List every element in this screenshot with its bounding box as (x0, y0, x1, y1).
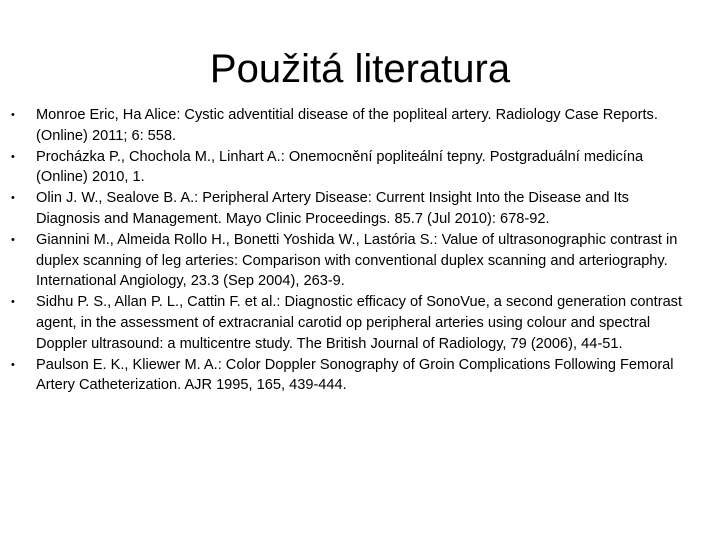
reference-item (0, 105, 720, 147)
reference-item (0, 147, 720, 189)
bullet-icon: • (11, 296, 15, 309)
bullet-icon: • (11, 109, 15, 121)
bullet-icon: • (11, 192, 15, 205)
slide-title: Použitá literatura (209, 47, 511, 91)
reference-text: Giannini M., Almeida Rollo H., Bonetti Yoshida W., Lastória S.: Value of ultrasonographic contrast in duplex scanning of leg arteries: Comparison with conventional duplex scanning and arteriography. International Angiology, 23.3 (Sep 2004), 263-9. (36, 231, 678, 290)
reference-item (0, 188, 720, 230)
bullet-icon: • (11, 150, 15, 163)
reference-text: Sidhu P. S., Allan P. L., Cattin F. et al.: Diagnostic efficacy of SonoVue, a second generation contrast agent, in the assessment of extracranial carotid op peripheral arteries using colour and spectral Doppler ultrasound: a multicentre study. The British Journal of Radiology, 79 (2006), 44-51. (36, 294, 683, 352)
reference-item (0, 355, 720, 397)
reference-text: Paulson E. K., Kliewer M. A.: Color Doppler Sonography of Groin Complications Following Femoral Artery Catheterization. AJR 1995, 165, 439-444. (36, 356, 674, 394)
reference-text: Olin J. W., Sealove B. A.: Peripheral Artery Disease: Current Insight Into the Disease and Its Diagnosis and Management. Mayo Clinic Proceedings. 85.7 (Jul 2010): 678-92. (36, 190, 629, 227)
reference-item (0, 292, 720, 354)
reference-text: Monroe Eric, Ha Alice: Cystic adventitial disease of the popliteal artery. Radiology Case Reports. (Online) 2011; 6: 558. (36, 107, 658, 144)
bullet-icon: • (11, 358, 15, 371)
reference-text: Procházka P., Chochola M., Linhart A.: Onemocnění popliteální tepny. Postgraduální medicína (Online) 2010, 1. (36, 148, 644, 186)
reference-list (0, 105, 720, 396)
bullet-icon: • (11, 233, 15, 246)
reference-item (0, 230, 720, 292)
